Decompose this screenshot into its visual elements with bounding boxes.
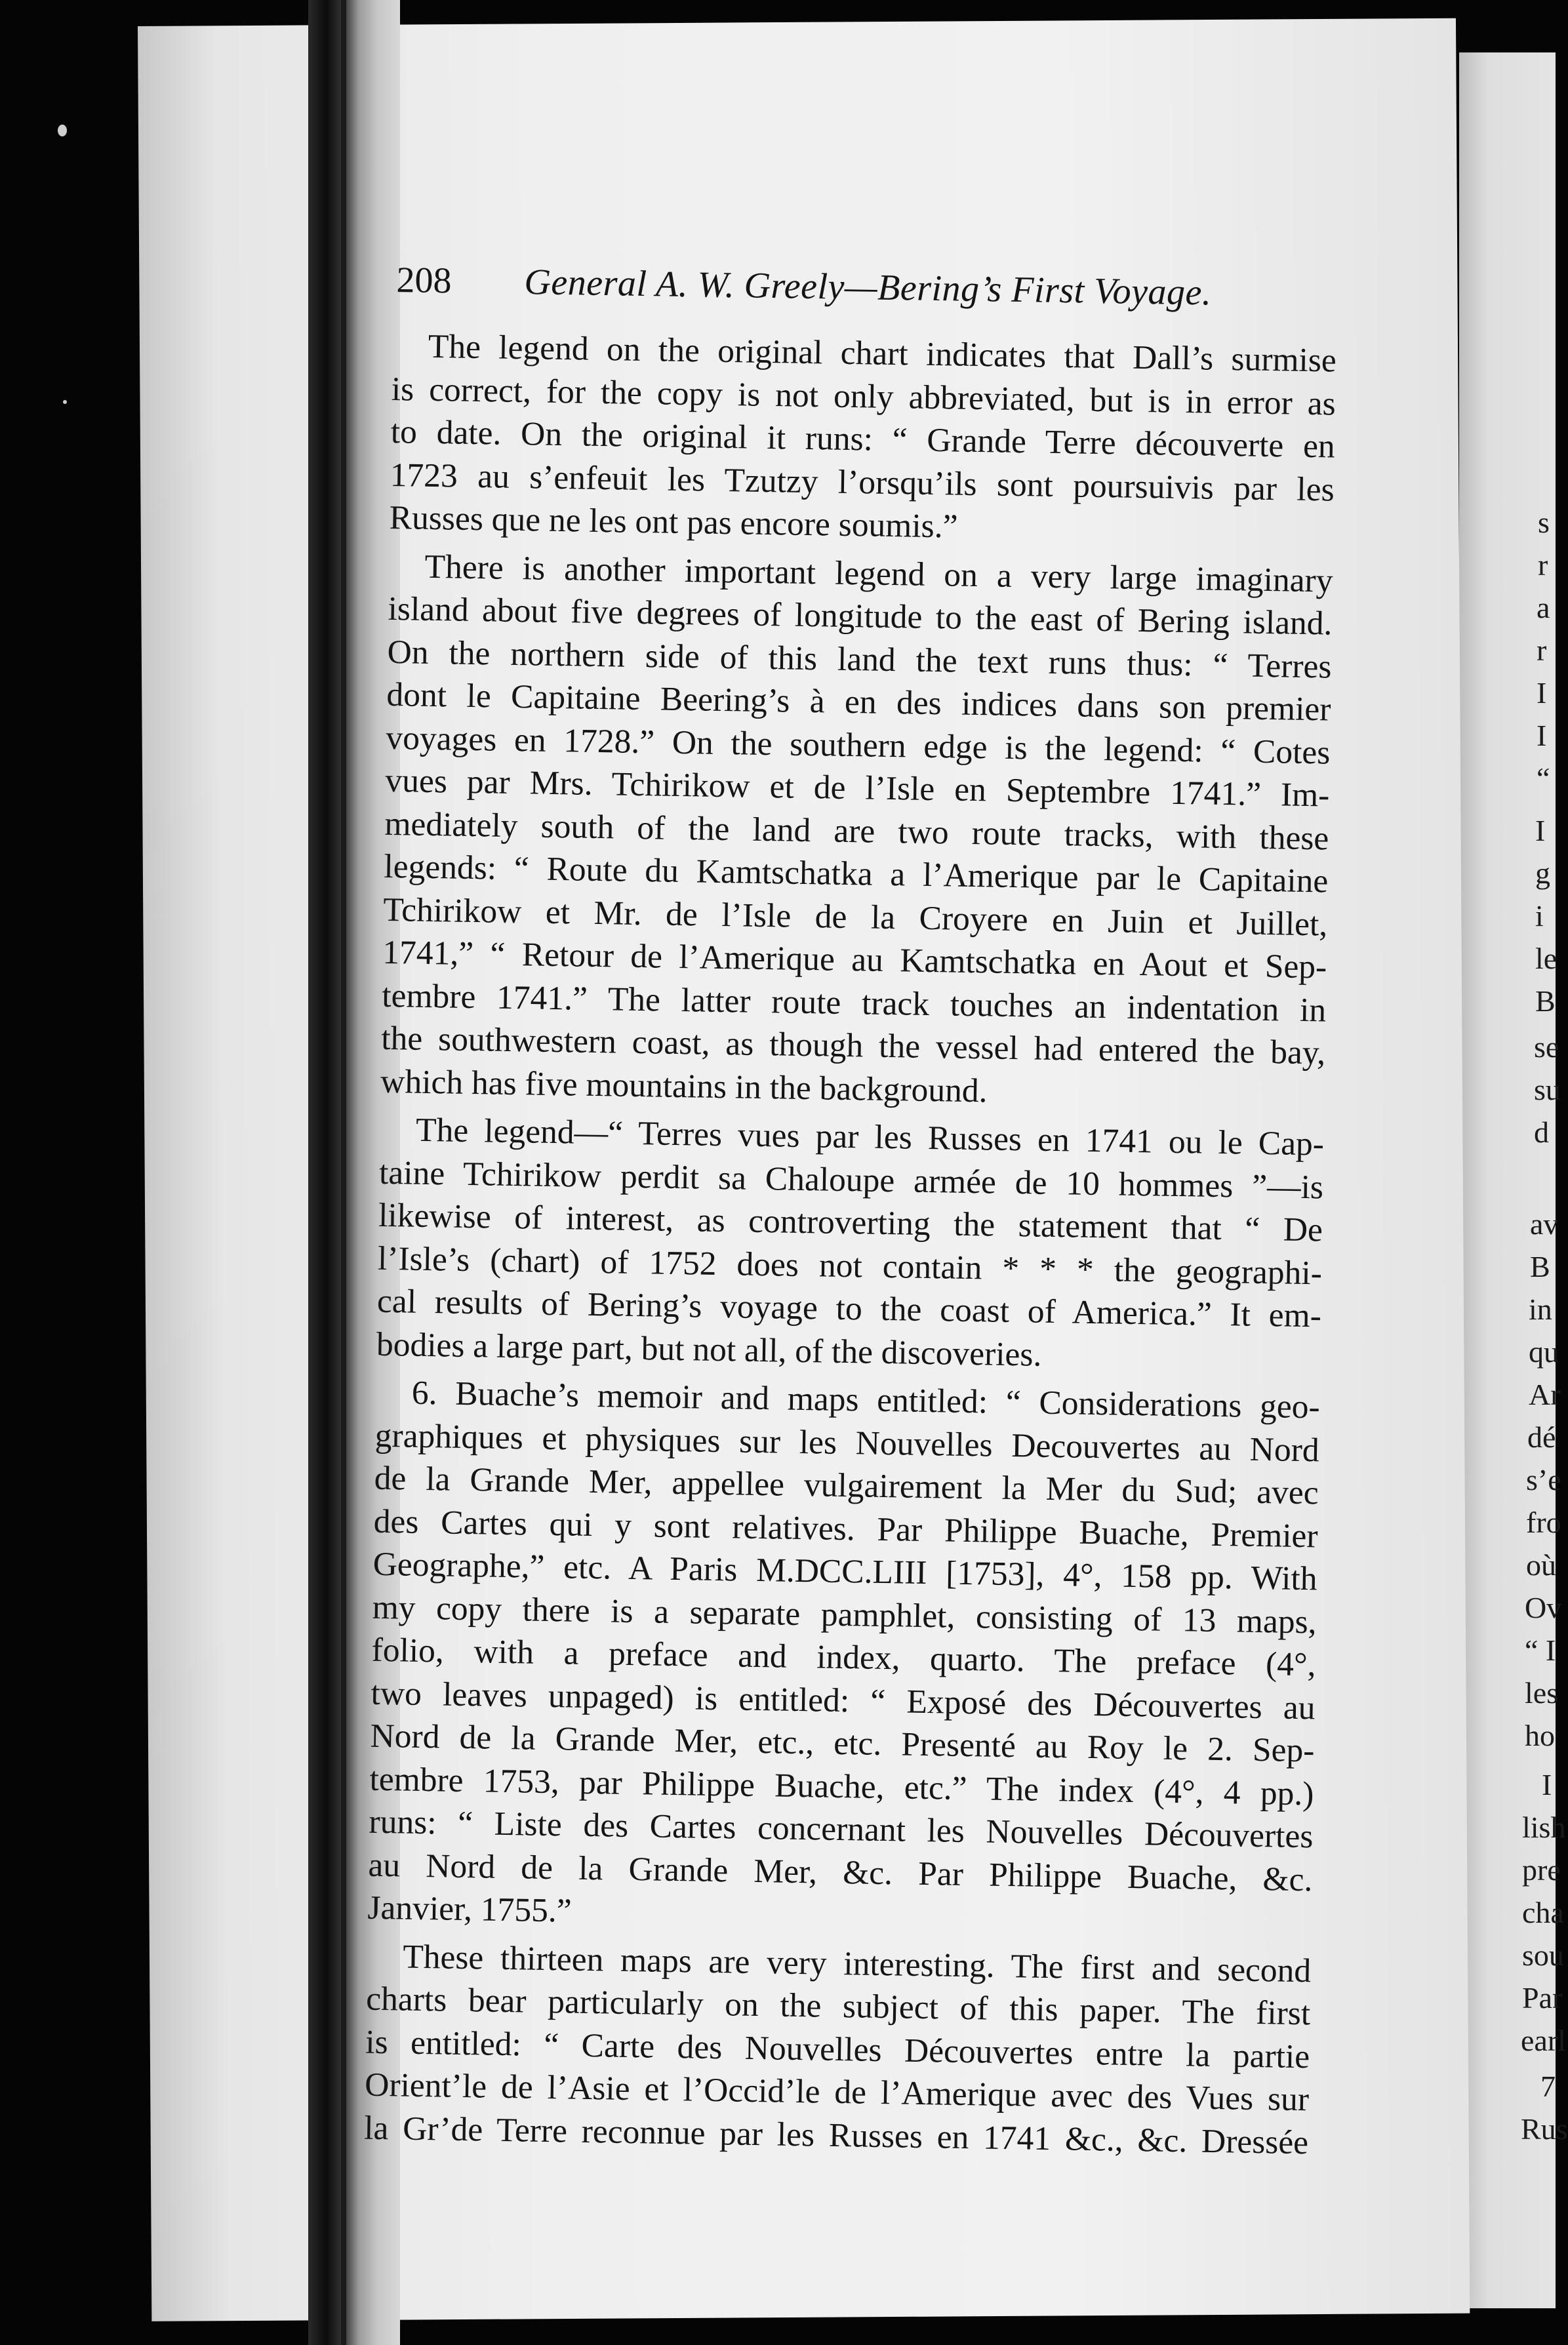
adjacent-page-fragment: a <box>1537 591 1550 624</box>
text-line: legends: “ Route du Kamtschatka a l’Amerique par le Capitaine <box>383 847 1329 900</box>
adjacent-page-fragment: le <box>1535 942 1558 975</box>
paragraph <box>380 544 1333 1117</box>
paragraph <box>367 1371 1320 1944</box>
text-line: vues par Mrs. Tchirikow et de l’Isle en Septembre 1741.” Im- <box>385 761 1330 814</box>
adjacent-page-fragment: in <box>1529 1293 1552 1326</box>
adjacent-page-fragment: Par <box>1522 1981 1563 2014</box>
text-line: There is another important legend on a very large imaginary <box>424 548 1333 600</box>
text-line: Nord de la Grande Mer, etc., etc. Presenté au Roy le 2. Sep- <box>370 1717 1315 1770</box>
adjacent-page-fragment: I <box>1542 1768 1552 1801</box>
adjacent-page <box>1459 52 1568 2308</box>
text-line: to date. On the original it runs: “ Grande Terre découverte en <box>390 412 1336 466</box>
paragraph <box>364 1934 1312 2164</box>
text-line: 6. Buache’s memoir and maps entitled: “ Considerations geo- <box>411 1374 1321 1426</box>
text-line: The legend—“ Terres vues par les Russes en 1741 ou le Cap- <box>415 1111 1325 1163</box>
text-column <box>364 259 1338 2169</box>
text-line: the southwestern coast, as though the vessel had entered the bay, <box>380 1019 1326 1072</box>
text-line: mediately south of the land are two route tracks, with these <box>384 805 1329 858</box>
text-line: l’Isle’s (chart) of 1752 does not contain * * * the geographi- <box>377 1239 1323 1292</box>
film-speck <box>58 125 67 136</box>
text-line: voyages en 1728.” On the southern edge is the legend: “ Cotes <box>386 719 1331 772</box>
adjacent-page-fragment: d <box>1534 1115 1549 1149</box>
text-line: 1723 au s’enfeuit les Tzutzy l’orsqu’ils sont poursuivis par les <box>390 456 1335 509</box>
text-line: la Gr’de Terre reconnue par les Russes en 1741 &c., &c. Dressée <box>363 2109 1309 2161</box>
adjacent-page-fragment: “ I <box>1525 1633 1556 1667</box>
adjacent-page-fragment: Ov <box>1525 1591 1562 1624</box>
adjacent-page-fragment: les <box>1525 1676 1559 1710</box>
text-line: Geographe,” etc. A Paris M.DCC.LIII [1753], 4°, 158 pp. With <box>372 1545 1318 1598</box>
adjacent-page-fragment: où <box>1526 1548 1556 1582</box>
adjacent-page-fragment: I <box>1535 814 1546 847</box>
text-line: likewise of interest, as controverting the statement that “ De <box>378 1196 1323 1249</box>
adjacent-page-fragment: r <box>1537 633 1547 667</box>
text-line: tembre 1753, par Philippe Buache, etc.” The index (4°, 4 pp.) <box>369 1760 1314 1813</box>
text-line: These thirteen maps are very interesting. The first and second <box>402 1938 1312 1990</box>
text-line: two leaves unpaged) is entitled: “ Exposé des Découvertes au <box>371 1674 1316 1727</box>
text-line: au Nord de la Grande Mer, &c. Par Philippe Buache, &c. <box>368 1846 1313 1898</box>
text-line: charts bear particularly on the subject of this paper. The first <box>365 1980 1311 2033</box>
text-line: cal results of Bering’s voyage to the coast of America.” It em- <box>376 1282 1322 1335</box>
text-line: de la Grande Mer, appellee vulgairement la Mer du Sud; avec <box>374 1459 1319 1512</box>
adjacent-page-fragment: cha <box>1522 1896 1564 1929</box>
adjacent-page-fragment: B <box>1530 1250 1550 1283</box>
adjacent-page-fragment: ho <box>1525 1719 1555 1752</box>
text-line: is correct, for the copy is not only abbreviated, but is in error as <box>391 370 1337 423</box>
adjacent-page-fragment: sou <box>1522 1938 1564 1972</box>
adjacent-page-fragment: 7 <box>1540 2070 1556 2103</box>
text-line: runs: “ Liste des Cartes concernant les Nouvelles Découvertes <box>369 1803 1314 1856</box>
text-line: Janvier, 1755.” <box>367 1889 573 1930</box>
adjacent-page-fragment: qu <box>1529 1335 1559 1369</box>
adjacent-page-fragment: Ar <box>1529 1378 1561 1411</box>
adjacent-page-fragment: s <box>1538 506 1550 539</box>
film-speck <box>63 400 67 404</box>
page-number: 208 <box>396 260 452 302</box>
adjacent-page-fragment: se <box>1534 1030 1559 1064</box>
adjacent-page-fragment: “ <box>1537 761 1550 795</box>
text-line: The legend on the original chart indicates that Dall’s surmise <box>428 327 1337 380</box>
adjacent-page-fragment: pre <box>1522 1853 1561 1887</box>
text-line: des Cartes qui y sont relatives. Par Philippe Buache, Premier <box>373 1502 1319 1555</box>
text-line: Tchirikow et Mr. de l’Isle de la Croyere en Juin et Juillet, <box>382 891 1328 943</box>
text-line: Russes que ne les ont pas encore soumis.” <box>389 498 958 546</box>
text-line: dont le Capitaine Beering’s à en des indices dans son premier <box>386 675 1331 729</box>
text-line: On the northern side of this land the text runs thus: “ Terres <box>387 633 1332 686</box>
adjacent-page-fragment: Rus <box>1521 2112 1568 2146</box>
text-line: my copy there is a separate pamphlet, consisting of 13 maps, <box>372 1588 1317 1641</box>
running-head: General A. W. Greely—Bering’s First Voyage. <box>523 262 1212 313</box>
adjacent-page-fragment: I <box>1537 719 1547 752</box>
adjacent-page-fragment: i <box>1535 899 1544 932</box>
text-line: taine Tchirikow perdit sa Chaloupe armée de 10 hommes ”—is <box>378 1153 1324 1206</box>
paragraph <box>389 325 1337 554</box>
text-line: which has five mountains in the background. <box>380 1062 988 1110</box>
text-line: Orient’le de l’Asie et l’Occid’le de l’Amerique avec des Vues sur <box>364 2066 1310 2119</box>
text-line: tembre 1741.” The latter route track touches an indentation in <box>381 976 1327 1029</box>
adjacent-page-fragment: su <box>1534 1073 1561 1106</box>
adjacent-page-fragment: av <box>1530 1207 1559 1241</box>
text-line: island about five degrees of longitude to the east of Bering island. <box>388 590 1333 643</box>
adjacent-page-fragment: lish <box>1522 1811 1566 1844</box>
adjacent-page-fragment: B <box>1535 984 1556 1018</box>
binding-edge <box>341 0 346 2345</box>
adjacent-page-fragment: g <box>1535 856 1550 890</box>
paragraph <box>376 1108 1324 1381</box>
text-line: 1741,” “ Retour de l’Amerique au Kamtschatka en Aout et Sep- <box>382 933 1327 986</box>
text-line: is entitled: “ Carte des Nouvelles Découvertes entre la partie <box>365 2023 1310 2075</box>
adjacent-page-fragment: r <box>1538 548 1548 582</box>
text-line: graphiques et physiques sur les Nouvelles Decouvertes au Nord <box>374 1416 1320 1469</box>
adjacent-page-fragment: earl <box>1521 2024 1566 2057</box>
text-line: bodies a large part, but not all, of the discoveries. <box>376 1325 1042 1374</box>
adjacent-page-fragment: fro <box>1526 1506 1561 1539</box>
adjacent-page-fragment: dé <box>1527 1420 1556 1454</box>
text-line: folio, with a preface and index, quarto. The preface (4°, <box>371 1631 1316 1684</box>
adjacent-page-fragment: s’e <box>1526 1463 1561 1496</box>
adjacent-page-fragment: I <box>1537 676 1547 710</box>
